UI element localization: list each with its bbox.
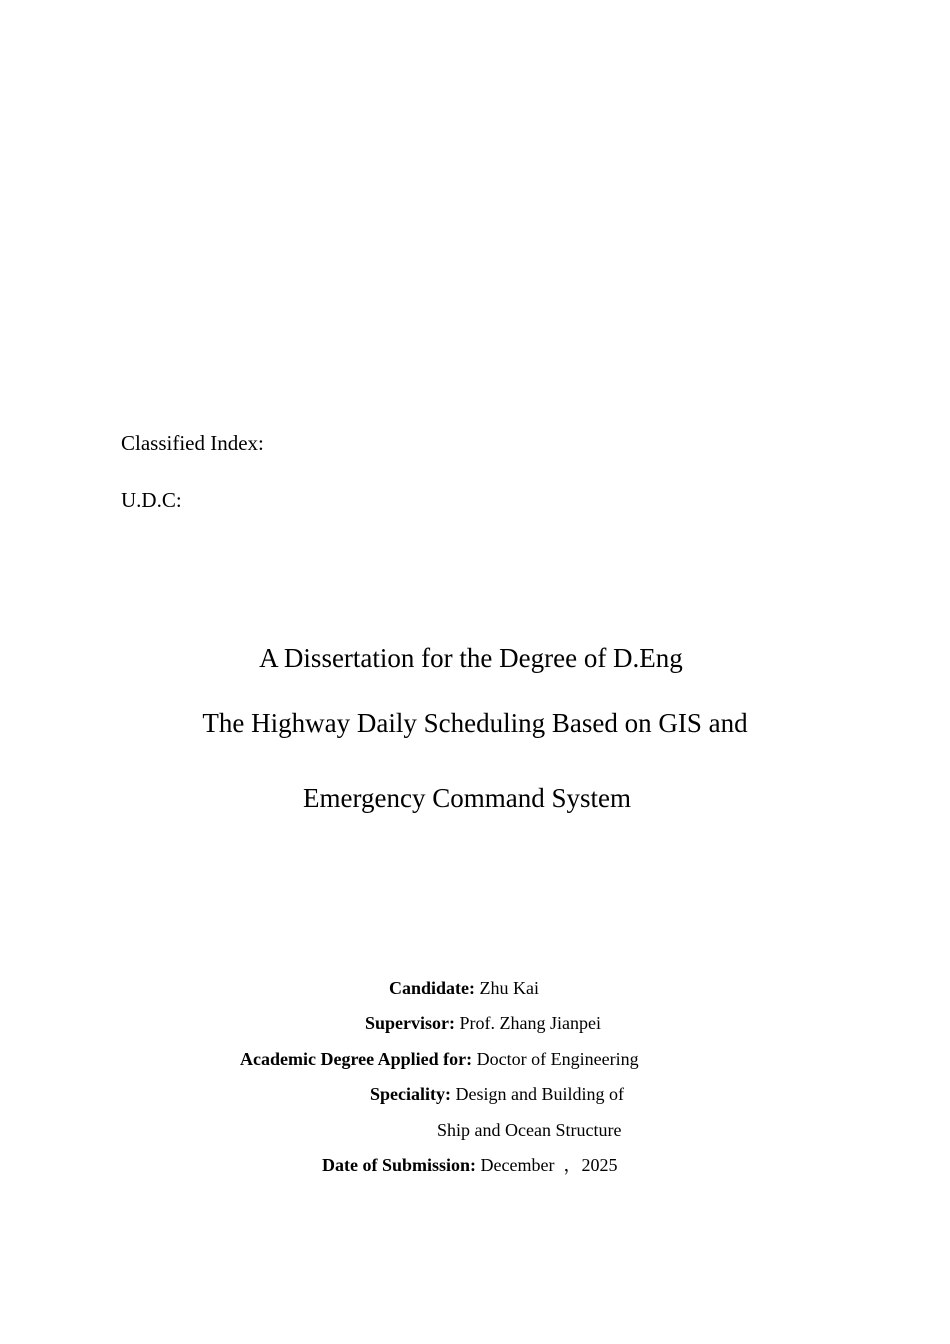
speciality-value-line-1: Design and Building of: [455, 1084, 624, 1104]
supervisor-value: Prof. Zhang Jianpei: [459, 1013, 601, 1033]
degree-line: A Dissertation for the Degree of D.Eng: [259, 643, 683, 673]
supervisor-row: [365, 1014, 601, 1032]
candidate-value: Zhu Kai: [479, 978, 539, 998]
candidate-label: Candidate:: [389, 978, 476, 998]
thesis-title-line-2: Emergency Command System: [303, 783, 631, 813]
date-value: December ，2025: [480, 1155, 618, 1175]
udc-label: U.D.C:: [121, 488, 182, 512]
speciality-value-line-2: Ship and Ocean Structure: [437, 1120, 622, 1140]
speciality-label: Speciality:: [370, 1084, 451, 1104]
thesis-title-line-1: The Highway Daily Scheduling Based on GIS and: [202, 708, 748, 738]
date-row: [322, 1156, 617, 1174]
candidate-row: [389, 979, 539, 997]
degree-label: Academic Degree Applied for:: [240, 1049, 473, 1069]
degree-value: Doctor of Engineering: [476, 1049, 639, 1069]
classified-index-label: Classified Index:: [121, 431, 264, 455]
degree-row: [240, 1050, 639, 1068]
date-label: Date of Submission:: [322, 1155, 477, 1175]
supervisor-label: Supervisor:: [365, 1013, 455, 1033]
speciality-row: [370, 1085, 624, 1103]
